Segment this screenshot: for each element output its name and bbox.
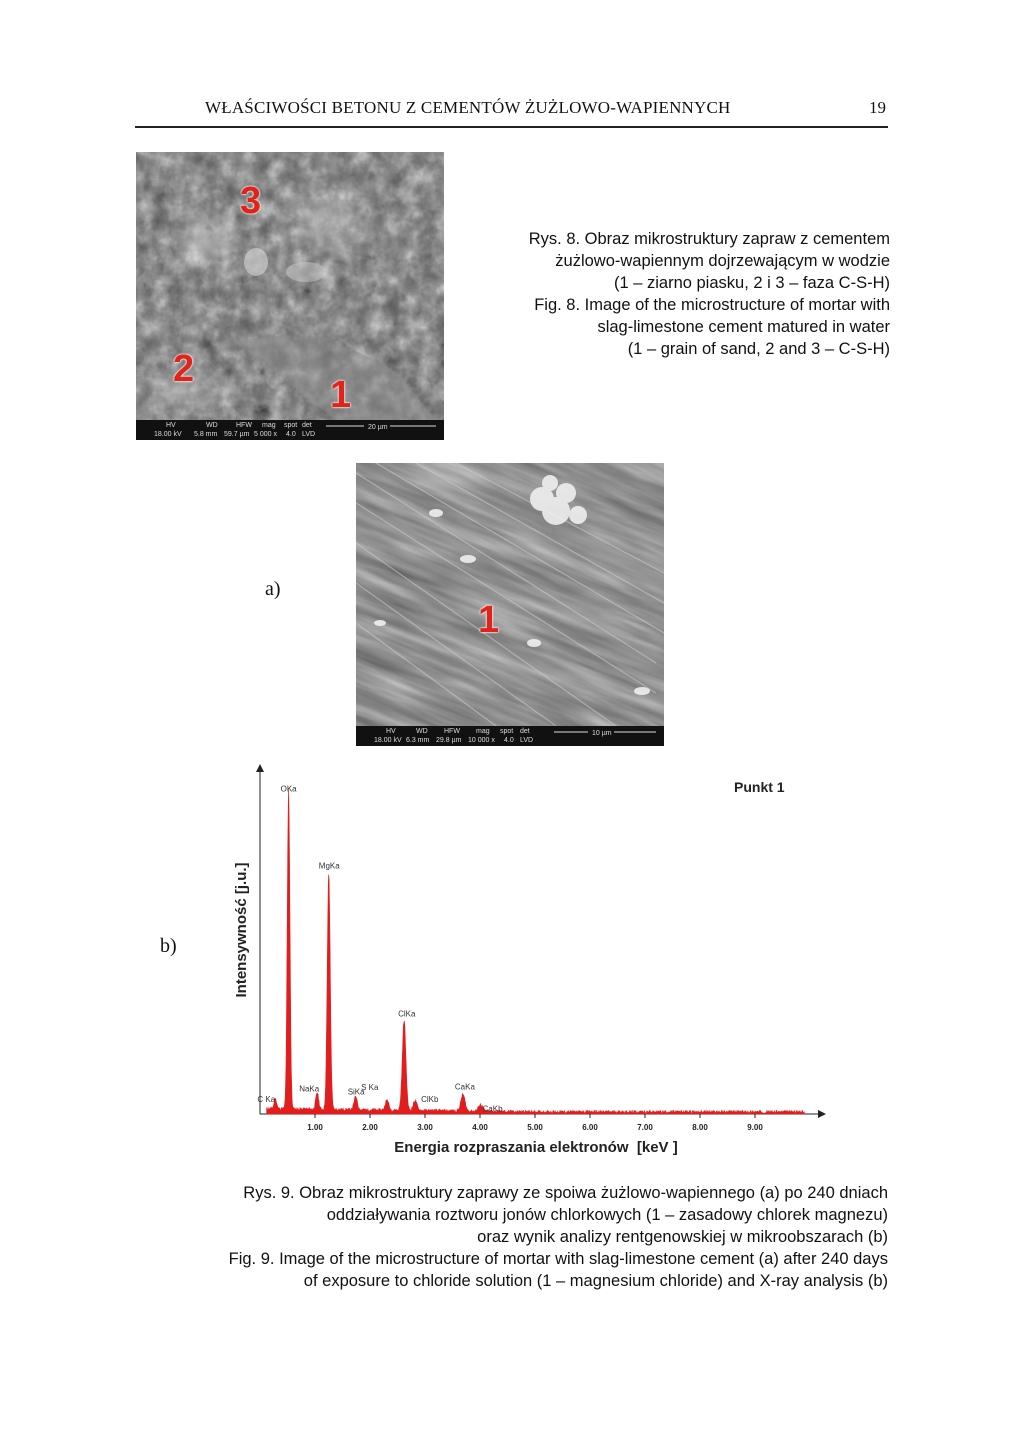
fig9a-db-value-spot: 4.0: [504, 737, 514, 744]
fig9a-db-scalebar: [356, 726, 664, 746]
eds-x-tick-label: 6.00: [582, 1123, 598, 1132]
eds-x-tick-label: 2.00: [362, 1123, 378, 1132]
eds-x-tick-label: 5.00: [527, 1123, 543, 1132]
eds-y-label: Intensywność [j.u.]: [233, 862, 250, 998]
fig8-caption-pl-2: żużlowo-wapiennym dojrzewającym w wodzie: [555, 252, 890, 270]
fig8-marker-2: 2: [173, 348, 195, 390]
eds-peak-label: S Ka: [361, 1083, 379, 1092]
fig9a-sem-texture: [356, 463, 664, 746]
fig8-db-value-hv: 18.00 kV: [154, 431, 182, 438]
fig9-caption-pl-2: oddziaływania roztworu jonów chlorkowych (1 – zasadowy chlorek magnezu): [326, 1206, 888, 1224]
fig9-caption-en-1: Fig. 9. Image of the microstructure of mortar with slag-limestone cement (a) after 240 days: [228, 1250, 888, 1268]
fig9-caption-pl-3: oraz wynik analizy rentgenowskiej w mikroobszarach (b): [477, 1228, 888, 1246]
eds-x-tick-label: 4.00: [472, 1123, 488, 1132]
eds-x-tick-label: 8.00: [692, 1123, 708, 1132]
fig8-db-label-mag: mag: [262, 422, 276, 429]
fig9a-db-value-hv: 18.00 kV: [374, 737, 402, 744]
fig9-caption-en-2: of exposure to chloride solution (1 – magnesium chloride) and X-ray analysis (b): [303, 1272, 888, 1290]
fig8-db-value-spot: 4.0: [286, 431, 296, 438]
fig8-caption-pl-3: (1 – ziarno piasku, 2 i 3 – faza C-S-H): [613, 274, 890, 292]
fig9a-db-label-spot: spot: [500, 728, 514, 735]
fig9a-db-value-mag: 10 000 x: [468, 737, 495, 744]
eds-x-axis-arrow: [818, 1110, 826, 1118]
eds-peak-label: CaKb: [482, 1104, 503, 1114]
eds-x-tick-label: 7.00: [637, 1123, 653, 1132]
eds-peak-label: C Ka: [257, 1095, 276, 1104]
fig9a-db-label-det: det: [520, 728, 530, 735]
fig9a-sem-image: [356, 463, 664, 746]
fig9-caption-pl-1: Rys. 9. Obraz mikrostruktury zaprawy ze spoiwa żużlowo-wapiennego (a) po 240 dniach: [243, 1184, 888, 1202]
fig8-db-scalebar: [136, 420, 444, 440]
fig8-db-label-hv: HV: [166, 422, 176, 429]
fig8-db-scale: 20 µm: [368, 424, 388, 431]
eds-peak-label: ClKb: [421, 1095, 439, 1104]
fig9a-db-scale: 10 µm: [592, 730, 612, 737]
fig9a-db-label-hv: HV: [386, 728, 396, 735]
eds-peak-labels: [257, 784, 503, 1113]
fig8-db-value-mag: 5 000 x: [254, 431, 277, 438]
eds-peak-label: ClKa: [398, 1009, 416, 1019]
eds-title: Punkt 1: [734, 779, 785, 795]
fig8-db-value-det: LVD: [302, 431, 316, 438]
fig9a-db-value-hfw: 29.8 µm: [436, 737, 462, 744]
eds-peak-label: NaKa: [299, 1084, 320, 1094]
eds-y-axis-arrow: [256, 764, 264, 772]
eds-peak-label: CaKa: [454, 1082, 475, 1092]
fig8-db-label-hfw: HFW: [236, 422, 252, 429]
fig9a-db-label-mag: mag: [476, 728, 490, 735]
fig8-caption-en-3: (1 – grain of sand, 2 and 3 – C-S-H): [627, 340, 890, 358]
fig8-db-value-wd: 5.8 mm: [194, 431, 218, 438]
fig9a-sem-databar: [356, 726, 664, 746]
fig9a-db-value-wd: 6.3 mm: [406, 737, 430, 744]
fig8-sem-databar: [136, 420, 444, 440]
running-head: [135, 96, 888, 128]
eds-spectrum-svg: [200, 760, 840, 1160]
eds-x-tick-label: 9.00: [747, 1123, 763, 1132]
fig8-marker-1: 1: [330, 374, 352, 416]
fig9a-marker-1: 1: [478, 599, 500, 641]
eds-x-label: Energia rozpraszania elektronów [keV ]: [394, 1139, 678, 1156]
fig8-sem-image: [136, 152, 444, 440]
fig9-panel-b-label: b): [160, 935, 177, 957]
fig9a-db-label-hfw: HFW: [444, 728, 460, 735]
fig9-caption: [112, 1182, 942, 1292]
fig8-db-label-wd: WD: [206, 422, 218, 429]
fig8-db-label-det: det: [302, 422, 312, 429]
eds-peak-label: OKa: [280, 784, 297, 794]
page-number: 19: [869, 98, 886, 117]
eds-peak-label: MgKa: [318, 861, 340, 871]
fig8-marker-3: 3: [240, 180, 262, 222]
eds-spectrum-area: [267, 789, 805, 1114]
fig8-caption-en-2: slag-limestone cement matured in water: [597, 318, 890, 336]
fig9a-db-value-det: LVD: [520, 737, 534, 744]
fig8-caption: [470, 228, 890, 360]
fig9-panel-a-label: a): [265, 578, 281, 600]
fig8-db-label-spot: spot: [284, 422, 298, 429]
running-title: WŁAŚCIWOŚCI BETONU Z CEMENTÓW ŻUŻLOWO-WAPIENNYCH: [205, 98, 731, 117]
eds-peak-label: SiKa: [347, 1087, 365, 1097]
eds-x-tick-label: 3.00: [417, 1123, 433, 1132]
eds-spectrum-series: [267, 789, 805, 1114]
fig8-caption-en-1: Fig. 8. Image of the microstructure of mortar with: [534, 296, 890, 314]
fig8-sem-texture: [136, 152, 444, 440]
eds-spectrum-chart: [200, 760, 840, 1160]
fig8-db-value-hfw: 59.7 µm: [224, 431, 250, 438]
fig9a-db-label-wd: WD: [416, 728, 428, 735]
fig8-caption-pl-1: Rys. 8. Obraz mikrostruktury zapraw z cementem: [528, 230, 890, 248]
eds-x-tick-label: 1.00: [307, 1123, 323, 1132]
eds-x-ticks: [307, 1114, 763, 1132]
